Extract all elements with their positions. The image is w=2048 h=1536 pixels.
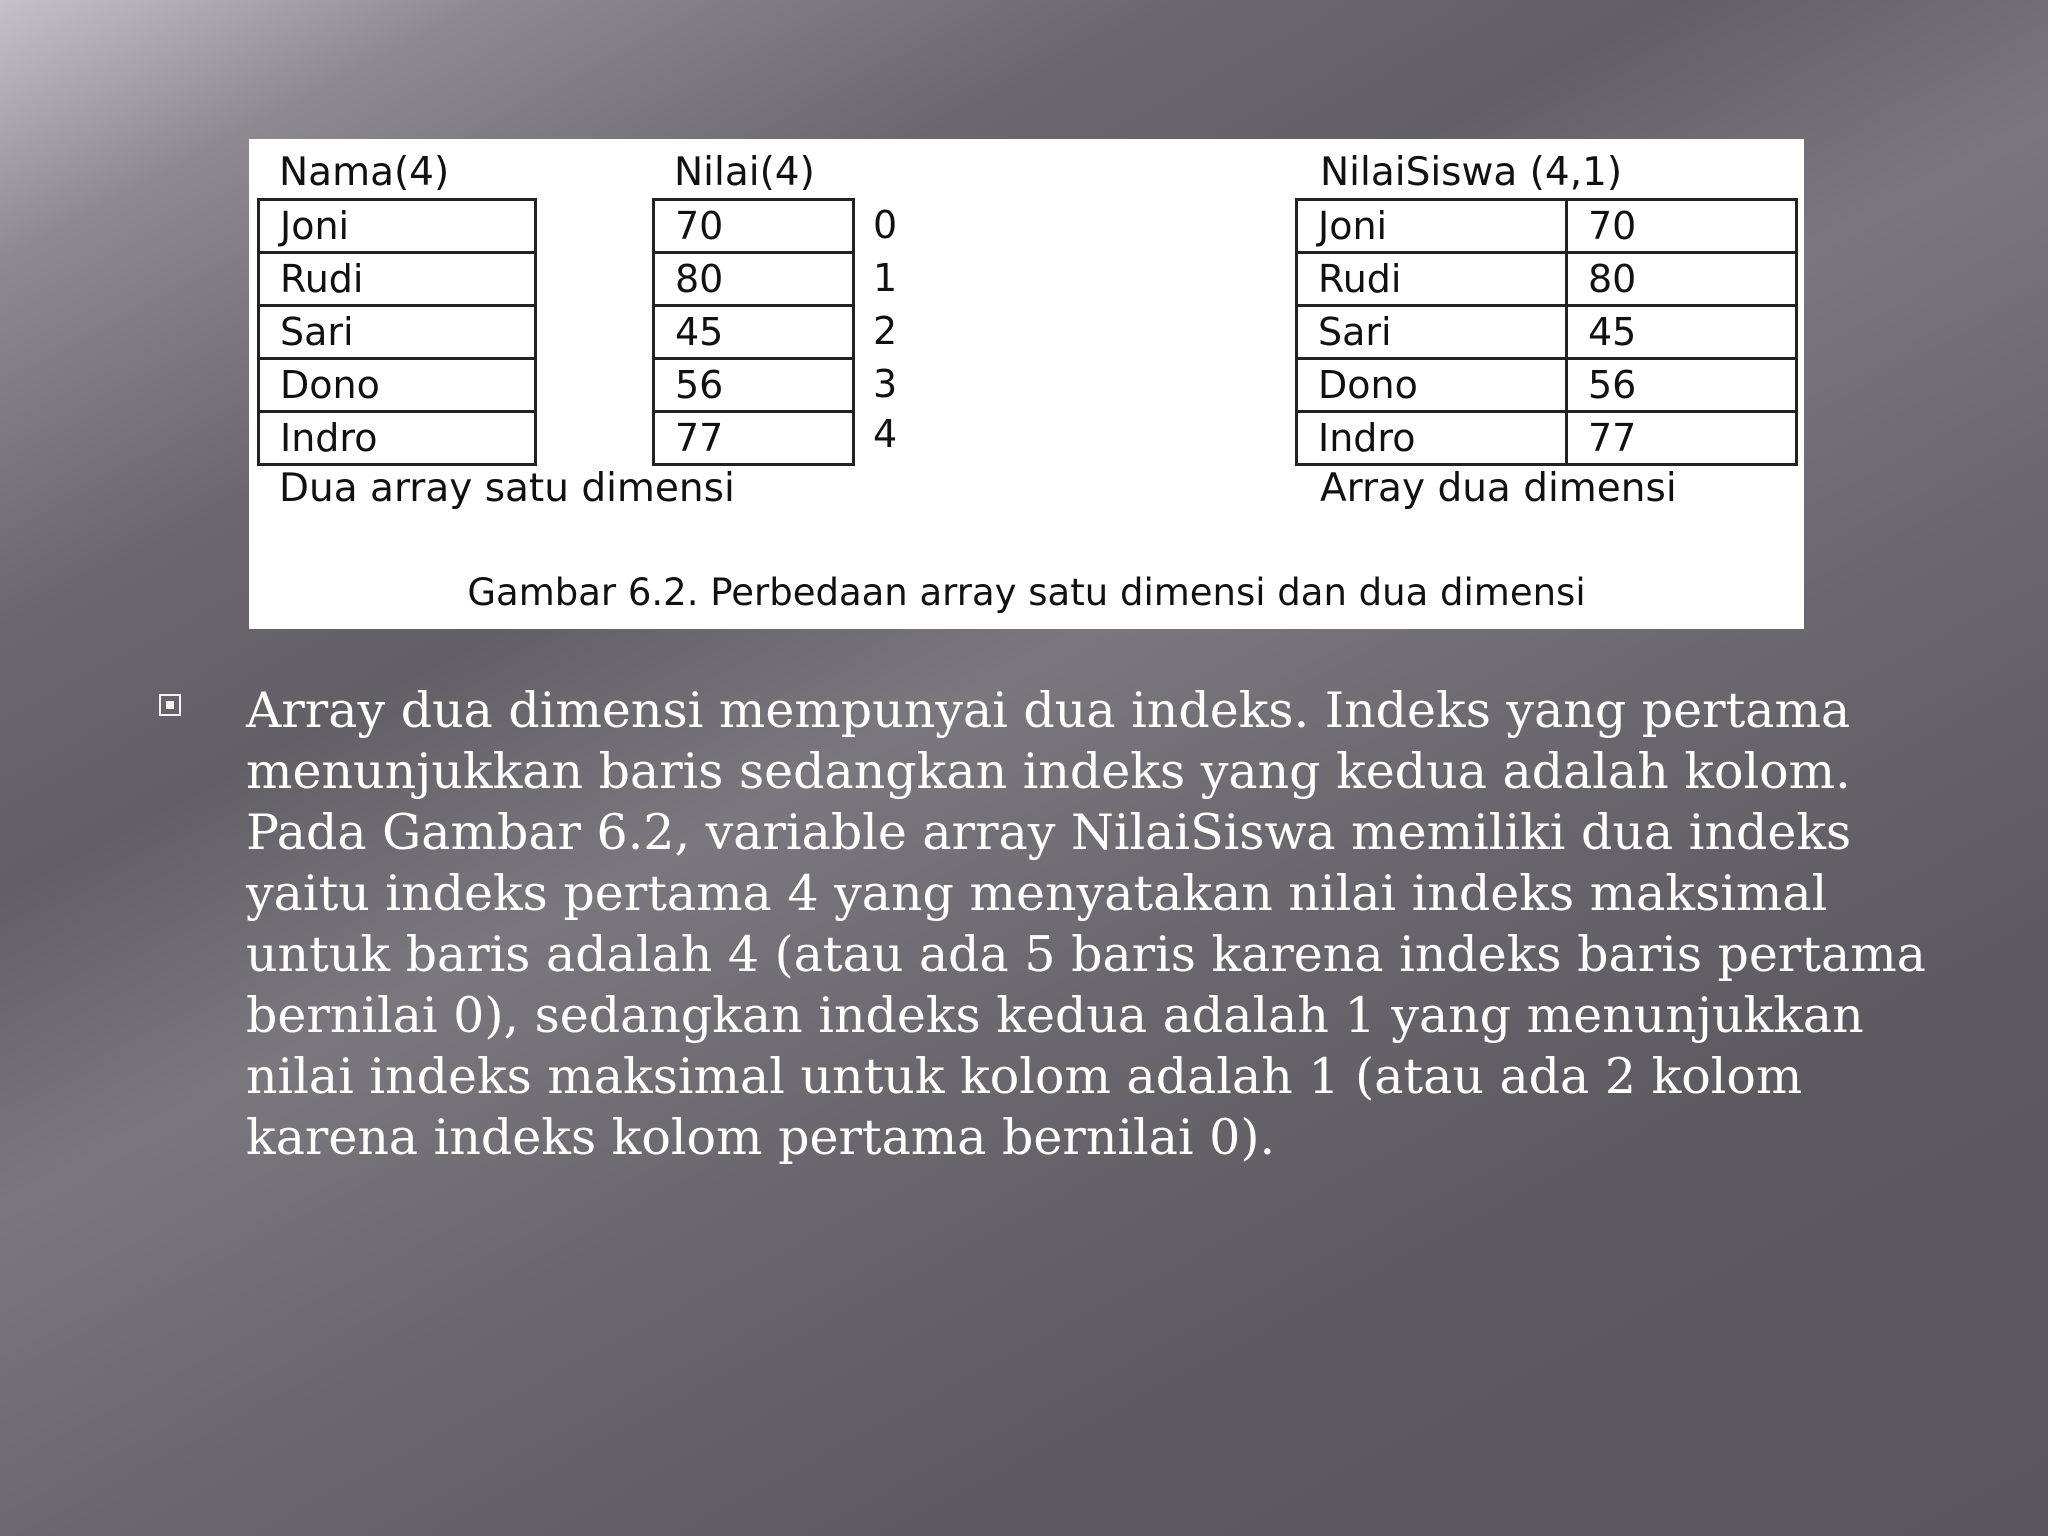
nilaisiswa-name-cell: Sari: [1297, 306, 1567, 359]
nilaisiswa-value-cell: 77: [1567, 412, 1797, 465]
nama-cell: Joni: [259, 200, 536, 253]
nilai-cell: 77: [654, 412, 854, 465]
nilaisiswa-name-cell: Rudi: [1297, 253, 1567, 306]
bullet-square-icon: [159, 694, 181, 716]
nilaisiswa-array-table: [1295, 198, 1798, 466]
nilai-cell: 70: [654, 200, 854, 253]
nama-cell: Rudi: [259, 253, 536, 306]
nilai-cell: 80: [654, 253, 854, 306]
table-row: [259, 359, 536, 412]
table-row: [259, 200, 536, 253]
one-dimension-caption: Dua array satu dimensi: [279, 466, 735, 511]
nilai-cell: 45: [654, 306, 854, 359]
nama-cell: Indro: [259, 412, 536, 465]
table-row: [1297, 253, 1797, 306]
nilaisiswa-name-cell: Indro: [1297, 412, 1567, 465]
table-row: [654, 200, 854, 253]
figure-6-2: [249, 139, 1804, 629]
table-row: [1297, 359, 1797, 412]
table-row: [259, 412, 536, 465]
table-row: [1297, 200, 1797, 253]
nilaisiswa-value-cell: 45: [1567, 306, 1797, 359]
nilaisiswa-value-cell: 56: [1567, 359, 1797, 412]
index-label: 2: [873, 309, 898, 353]
nilai-array-table: [652, 198, 855, 466]
table-row: [654, 412, 854, 465]
nilaisiswa-name-cell: Dono: [1297, 359, 1567, 412]
table-row: [259, 253, 536, 306]
nama-array-title: Nama(4): [279, 150, 450, 195]
index-label: 1: [873, 256, 898, 300]
nilai-cell: 56: [654, 359, 854, 412]
nilaisiswa-name-cell: Joni: [1297, 200, 1567, 253]
table-row: [654, 306, 854, 359]
two-dimension-caption: Array dua dimensi: [1320, 466, 1677, 511]
index-label: 4: [873, 412, 898, 456]
nilaisiswa-value-cell: 70: [1567, 200, 1797, 253]
index-label: 3: [873, 362, 898, 406]
nama-cell: Dono: [259, 359, 536, 412]
figure-caption: Gambar 6.2. Perbedaan array satu dimensi dan dua dimensi: [467, 571, 1586, 614]
table-row: [259, 306, 536, 359]
bullet-paragraph: Array dua dimensi mempunyai dua indeks. Indeks yang pertama menunjukkan baris sedangkan indeks yang kedua adalah kolom. Pada Gambar 6.2, variable array NilaiSiswa memiliki dua indeks yaitu indeks pertama 4 yang menyatakan nilai indeks maksimal untuk baris adalah 4 (atau ada 5 baris karena indeks baris pertama bernilai 0), sedangkan indeks kedua adalah 1 yang menunjukkan nilai indeks maksimal untuk kolom adalah 1 (atau ada 2 kolom karena indeks kolom pertama bernilai 0).: [246, 682, 1926, 1166]
nilai-array-title: Nilai(4): [674, 150, 815, 195]
nama-array-table: [257, 198, 537, 466]
nilaisiswa-array-title: NilaiSiswa (4,1): [1320, 150, 1623, 195]
table-row: [1297, 412, 1797, 465]
table-row: [654, 359, 854, 412]
nama-cell: Sari: [259, 306, 536, 359]
index-label: 0: [873, 203, 898, 247]
table-row: [1297, 306, 1797, 359]
nilaisiswa-value-cell: 80: [1567, 253, 1797, 306]
table-row: [654, 253, 854, 306]
